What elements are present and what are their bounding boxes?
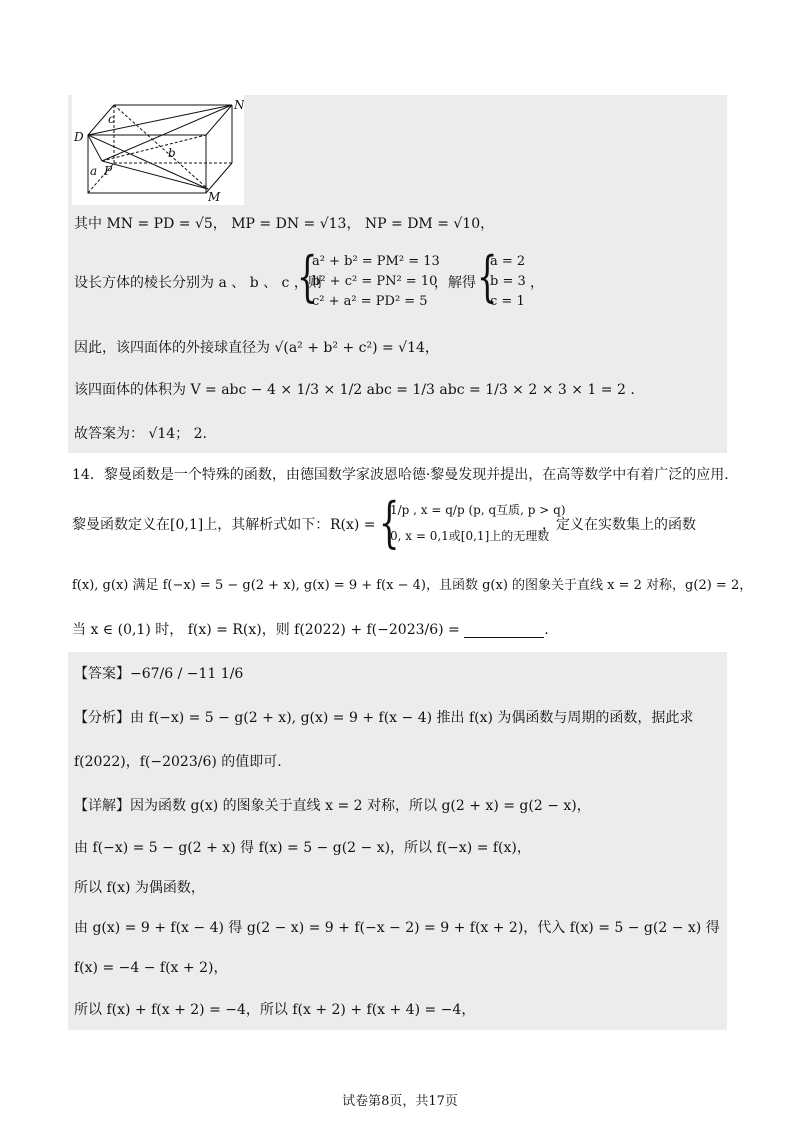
problem14-line-3: f(x), g(x) 满足 f(−x) = 5 − g(2 + x), g(x) = 9 + f(x − 4)，且函数 g(x) 的图象关于直线 x = 2 对称，g(2) = 2， <box>72 578 753 593</box>
label-d: D <box>74 130 84 144</box>
system1-eq3: c² + a² = PD² = 5 <box>312 294 428 309</box>
problem14-line-2-post: ，定义在实数集上的函数 <box>542 517 696 533</box>
analysis-line-2: f(2022)，f(−2023/6) 的值即可. <box>74 754 282 770</box>
riemann-function-lhs: R(x) = <box>330 517 376 533</box>
label-p: P <box>104 164 113 178</box>
answer-line <box>74 664 243 684</box>
riemann-case-2: 0, x = 0,1或[0,1]上的无理数 <box>390 529 550 543</box>
system1-eq1: a² + b² = PM² = 13 <box>312 254 440 269</box>
system2-eq3: c = 1 <box>490 294 525 309</box>
detail-text-1: 因为函数 g(x) 的图象关于直线 x = 2 对称，所以 g(2 + x) = g(2 − x)， <box>130 798 591 814</box>
label-a: a <box>90 164 98 178</box>
system2-eq1: a = 2 <box>490 254 526 269</box>
solution-line-2-end: ， <box>530 275 544 291</box>
label-n: N <box>234 98 244 112</box>
problem14-line-4: 当 x ∈ (0,1) 时， f(x) = R(x)，则 f(2022) + f(−2023/6) = . <box>72 622 549 638</box>
solution-line-1: 其中 MN = PD = √5， MP = DN = √13， NP = DM = √10， <box>74 216 495 232</box>
detail-line-2: 由 f(−x) = 5 − g(2 + x) 得 f(x) = 5 − g(2 − x)，所以 f(−x) = f(x)， <box>74 840 531 856</box>
detail-line-6: 所以 f(x) + f(x + 2) = −4，所以 f(x + 2) + f(x + 4) = −4， <box>74 1002 476 1018</box>
label-m: M <box>208 190 221 204</box>
analysis-line-1 <box>74 708 693 728</box>
system-brace-1: { <box>296 245 318 308</box>
riemann-function-brace: { <box>378 491 400 554</box>
system2-eq2: b = 3 <box>490 274 526 289</box>
page-footer: 试卷第8页，共17页 <box>342 1094 458 1109</box>
cuboid-diagram <box>72 95 244 205</box>
problem14-line-4-text: 当 x ∈ (0,1) 时， f(x) = R(x)，则 f(2022) + f(−2023/6) = <box>72 622 460 638</box>
problem14-line-2-prefix: 黎曼函数定义在[0,1]上，其解析式如下： <box>72 517 330 533</box>
solution-line-3: 因此，该四面体的外接球直径为 √(a² + b² + c²) = √14， <box>74 340 439 356</box>
label-b: b <box>168 146 176 160</box>
answer-value: −67/6 / −11 1/6 <box>130 666 244 682</box>
equation-system-2 <box>490 252 526 312</box>
system-brace-2: { <box>476 245 498 308</box>
solution-line-2-prefix: 设长方体的棱长分别为 a 、 b 、 c ，则 <box>74 275 322 291</box>
analysis-tag: 【分析】 <box>74 710 130 726</box>
solution-line-5: 故答案为： √14； 2. <box>74 426 207 442</box>
detail-line-4: 由 g(x) = 9 + f(x − 4) 得 g(2 − x) = 9 + f(−x − 2) = 9 + f(x + 2)，代入 f(x) = 5 − g(2 − x) 得 <box>74 920 720 936</box>
riemann-case-1: 1/p , x = q/p (p, q互质, p > q) <box>390 503 566 517</box>
detail-tag: 【详解】 <box>74 798 130 814</box>
detail-line-3: 所以 f(x) 为偶函数， <box>74 880 205 896</box>
solution-line-4: 该四面体的体积为 V = abc − 4 × 1/3 × 1/2 abc = 1/3 abc = 1/3 × 2 × 3 × 1 = 2 . <box>74 382 635 398</box>
riemann-function-cases <box>390 500 566 546</box>
detail-line-1 <box>74 796 591 816</box>
solution-line-2-mid: ，解得 <box>434 275 476 291</box>
analysis-text-1: 由 f(−x) = 5 − g(2 + x), g(x) = 9 + f(x − 4) 推出 f(x) 为偶函数与周期的函数，据此求 <box>130 710 694 726</box>
equation-system-1 <box>312 252 440 312</box>
answer-blank <box>464 623 544 638</box>
cuboid-figure <box>72 95 244 205</box>
label-c: c <box>108 112 115 126</box>
problem14-line-1: 14．黎曼函数是一个特殊的函数，由德国数学家波恩哈德·黎曼发现并提出，在高等数学中有着广泛的应用. <box>72 467 729 483</box>
detail-line-5: f(x) = −4 − f(x + 2)， <box>74 960 228 976</box>
system1-eq2: b² + c² = PN² = 10 <box>312 274 438 289</box>
answer-tag: 【答案】 <box>74 666 130 682</box>
